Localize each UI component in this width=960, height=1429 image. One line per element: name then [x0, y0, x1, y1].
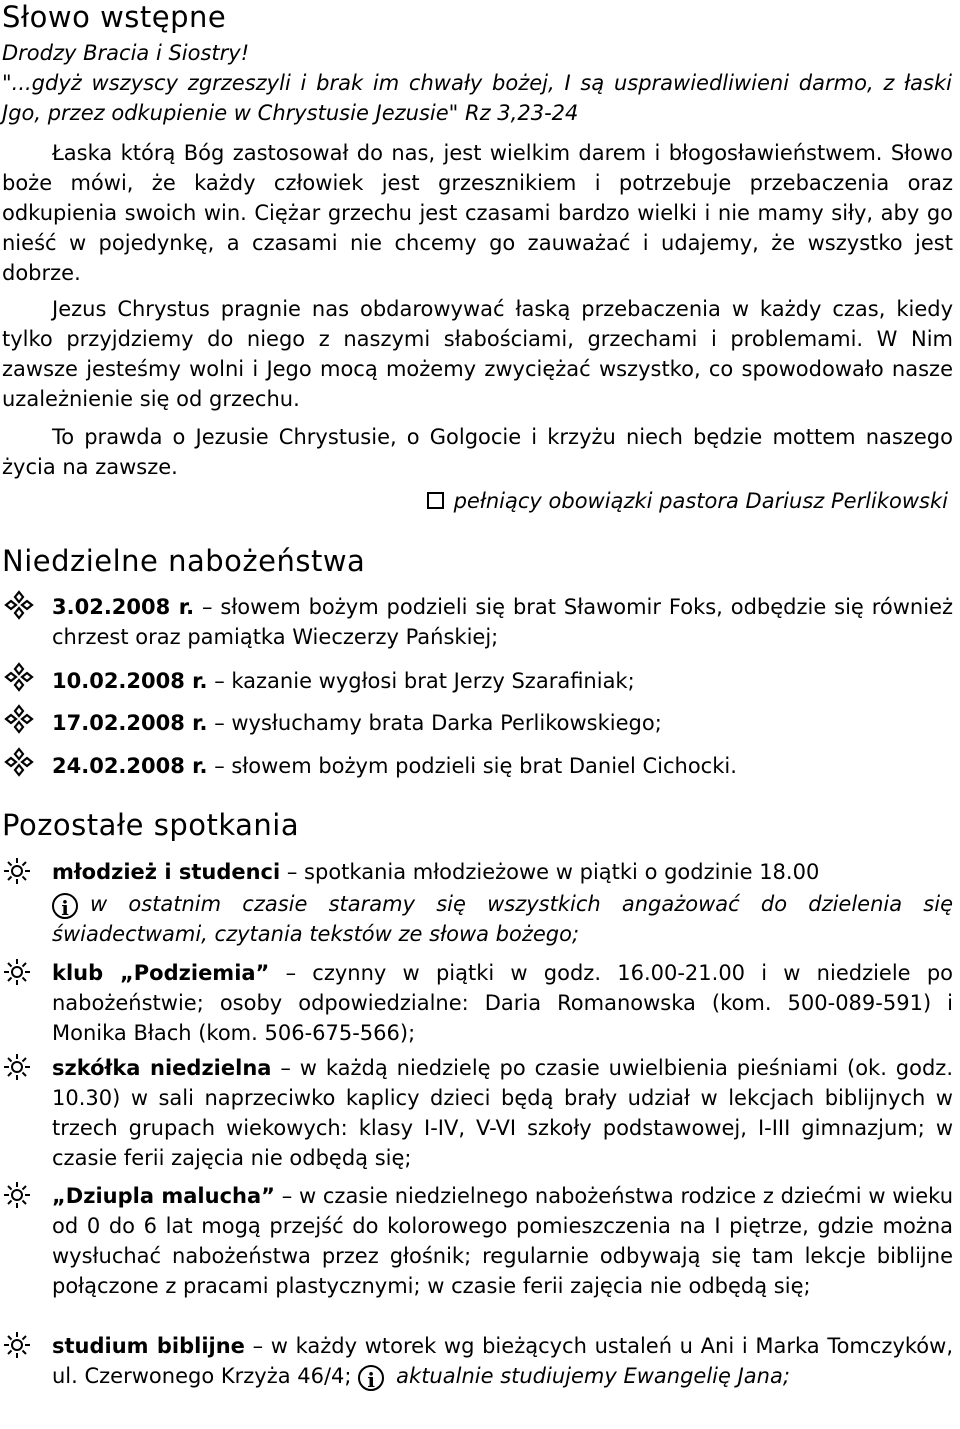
diamond-bullet-icon	[2, 590, 36, 620]
meeting-item	[52, 1181, 953, 1301]
meeting-text: – spotkania młodzieżowe w piątki o godzinie 18.00	[280, 860, 820, 884]
sunday-text: – wysłuchamy brata Darka Perlikowskiego;	[207, 711, 662, 735]
meeting-item	[52, 857, 953, 887]
diamond-bullet-icon	[2, 662, 36, 692]
sun-bullet-icon	[2, 957, 32, 987]
meeting-head: klub „Podziemia”	[52, 961, 270, 985]
greeting: Drodzy Bracia i Siostry!	[2, 41, 250, 65]
section-title-intro: Słowo wstępne	[2, 0, 227, 34]
meeting-text: – w każdy wtorek wg bieżących ustaleń u Ani i Marka Tomczyków, ul. Czerwonego Krzyża 46/4;	[52, 1334, 953, 1388]
info-icon: i	[52, 893, 78, 919]
meeting-head: „Dziupla malucha”	[52, 1184, 275, 1208]
sunday-text: – kazanie wygłosi brat Jerzy Szarafiniak;	[207, 669, 635, 693]
sunday-date: 17.02.2008 r.	[52, 711, 208, 735]
meeting-note-text: w ostatnim czasie staramy się wszystkich angażować do dzielenia się świadectwami, czytania tekstów ze słowa bożego;	[52, 892, 953, 946]
meeting-text: – w każdą niedzielę po czasie uwielbienia pieśniami (ok. godz. 10.30) w sali naprzeciwko kaplicy dzieci będą brały udział w lekcjach biblijnych w trzech grupach wiekowych: klasy I-IV, V-VI szkoły podstawowej, I-III gimnazjum; w czasie ferii zajęcia nie odbędą się;	[52, 1056, 953, 1170]
sunday-date: 10.02.2008 r.	[52, 669, 208, 693]
diamond-bullet-icon	[2, 747, 36, 777]
sun-bullet-icon	[2, 856, 32, 886]
meeting-note-text: aktualnie studiujemy Ewangelię Jana;	[396, 1364, 790, 1388]
sunday-text: – słowem bożym podzieli się brat Daniel Cichocki.	[207, 754, 737, 778]
sunday-item	[52, 666, 953, 696]
section-title-other: Pozostałe spotkania	[2, 808, 300, 842]
meeting-item	[52, 958, 953, 1048]
sunday-date: 24.02.2008 r.	[52, 754, 208, 778]
sun-bullet-icon	[2, 1330, 32, 1360]
bible-quote: "...gdyż wszyscy zgrzeszyli i brak im chwały bożej, I są usprawiedliwieni darmo, z łaski Jgo, przez odkupienie w Chrystusie Jezusie" Rz 3,23-24	[2, 71, 952, 125]
diamond-bullet-icon	[2, 704, 36, 734]
sun-bullet-icon	[2, 1180, 32, 1210]
checkbox-square-icon	[427, 492, 444, 509]
info-icon: i	[358, 1365, 384, 1391]
sunday-item	[52, 592, 953, 652]
sunday-item	[52, 751, 953, 781]
meeting-note	[52, 889, 953, 949]
sunday-date: 3.02.2008 r.	[52, 595, 195, 619]
meeting-head: studium biblijne	[52, 1334, 245, 1358]
sunday-text: – słowem bożym podzieli się brat Sławomir Foks, odbędzie się również chrzest oraz pamiątka Wieczerzy Pańskiej;	[52, 595, 954, 649]
signature-text: pełniący obowiązki pastora Dariusz Perlikowski	[453, 489, 948, 513]
meeting-head: młodzież i studenci	[52, 860, 281, 884]
meeting-text: – w czasie niedzielnego nabożeństwa rodzice z dziećmi w wieku od 0 do 6 lat mogą przejść do kolorowego pomieszczenia na I piętrze, gdzie można wysłuchać nabożeństwa przez głośnik; regularnie odbywają się tam lekcje biblijne połączone z pracami plastycznymi; w czasie ferii zajęcia nie odbędą się;	[52, 1184, 954, 1298]
meeting-head: szkółka niedzielna	[52, 1056, 272, 1080]
meeting-item	[52, 1053, 953, 1173]
meeting-text: – czynny w piątki w godz. 16.00-21.00 i w niedziele po nabożeństwie; osoby odpowiedzialne: Daria Romanowska (kom. 500-089-591) i Monika Błach (kom. 506-675-566);	[52, 961, 953, 1045]
intro-paragraph-1: Łaska którą Bóg zastosował do nas, jest wielkim darem i błogosławieństwem. Słowo boże mówi, że każdy człowiek jest grzesznikiem i potrzebuje przebaczenia oraz odkupienia swoich win. Ciężar grzechu jest czasami bardzo wielki i nie mamy siły, aby go nieść w pojedynkę, a czasami nie chcemy go zauważać i udajemy, że wszystko jest dobrze.	[2, 141, 953, 285]
signature	[427, 486, 948, 516]
intro-paragraph-3: To prawda o Jezusie Chrystusie, o Golgocie i krzyżu niech będzie mottem naszego życia na zawsze.	[2, 425, 953, 479]
section-title-sunday: Niedzielne nabożeństwa	[2, 544, 366, 578]
meeting-item	[52, 1331, 953, 1391]
sunday-item	[52, 708, 953, 738]
sun-bullet-icon	[2, 1052, 32, 1082]
intro-paragraph-2: Jezus Chrystus pragnie nas obdarowywać łaską przebaczenia w każdy czas, kiedy tylko przyjdziemy do niego z naszymi słabościami, grzechami i problemami. W Nim zawsze jesteśmy wolni i Jego mocą możemy zwyciężać wszystko, co spowodowało nasze uzależnienie się od grzechu.	[2, 297, 953, 411]
